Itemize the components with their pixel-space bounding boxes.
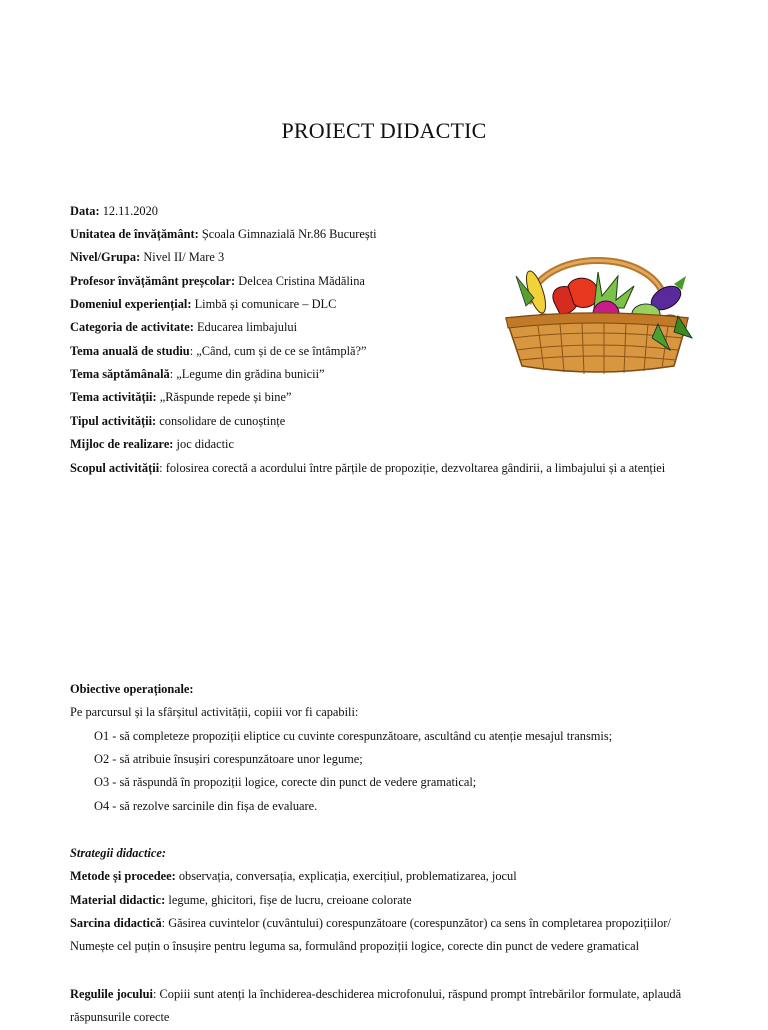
field-value: joc didactic: [173, 437, 235, 451]
field-label: Tema săptămânală: [70, 367, 170, 381]
field-value: : „Legume din grădina bunicii”: [169, 367, 325, 381]
vegetable-basket-icon: [498, 246, 694, 378]
field-material: [70, 889, 710, 912]
field-value: Delcea Cristina Mădălina: [235, 274, 365, 288]
field-rules: [70, 983, 710, 1030]
field-value: : Găsirea cuvintelor (cuvântului) corespunzătoare (corespunzător) ca sens în completarea propozițiilor/ Numește cel puțin o însușire pentru leguma sa, formulând propoziții logice, corecte din punct de vedere gramatical: [70, 916, 671, 954]
objective-item: O4 - să rezolve sarcinile din fișa de evaluare.: [94, 799, 318, 813]
field-label: Tema anuală de studiu: [70, 344, 190, 358]
field-label: Mijloc de realizare:: [70, 437, 174, 451]
page-title: PROIECT DIDACTIC: [281, 118, 487, 143]
field-school: [70, 223, 710, 246]
field-value: consolidare de cunoștințe: [156, 414, 286, 428]
field-label: Material didactic:: [70, 893, 166, 907]
objectives-intro: Pe parcursul și la sfârșitul activității, copiii vor fi capabili:: [70, 705, 359, 719]
field-value: „Răspunde repede și bine”: [156, 390, 292, 404]
field-value: Educarea limbajului: [193, 320, 298, 334]
field-methods: [70, 865, 710, 888]
field-value: Limbă și comunicare – DLC: [191, 297, 337, 311]
strategies-heading-text: Strategii didactice:: [70, 846, 167, 860]
field-scope: [70, 457, 698, 480]
field-task: [70, 912, 682, 959]
field-value: observația, conversația, explicația, exercițiul, problematizarea, jocul: [175, 869, 517, 883]
field-value: : folosirea corectă a acordului între părțile de propoziție, dezvoltarea gândirii, a limbajului și a atenției: [159, 461, 666, 475]
field-date: [70, 200, 710, 223]
field-means: [70, 433, 710, 456]
field-label: Metode și procedee:: [70, 869, 176, 883]
field-activity-theme: [70, 386, 710, 409]
field-label: Categoria de activitate:: [70, 320, 194, 334]
objectives-heading: [70, 678, 710, 701]
field-value: Nivel II/ Mare 3: [140, 250, 225, 264]
field-value: legume, ghicitori, fișe de lucru, creioane colorate: [165, 893, 412, 907]
field-label: Profesor învățământ preșcolar:: [70, 274, 236, 288]
field-value: Școala Gimnazială Nr.86 București: [198, 227, 377, 241]
field-value: : „Când, cum și de ce se întâmplă?”: [189, 344, 367, 358]
field-value: 12.11.2020: [99, 204, 158, 218]
field-label: Domeniul experiențial:: [70, 297, 192, 311]
field-label: Data:: [70, 204, 100, 218]
objectives-heading-text: Obiective operaționale:: [70, 682, 194, 696]
field-label: Tipul activității:: [70, 414, 157, 428]
field-label: Sarcina didactică: [70, 916, 162, 930]
objective-item: O2 - să atribuie însușiri corespunzătoare unor legume;: [94, 752, 363, 766]
field-label: Regulile jocului: [70, 987, 153, 1001]
objective-item: O3 - să răspundă în propoziții logice, corecte din punct de vedere gramatical;: [94, 775, 477, 789]
field-activity-type: [70, 410, 710, 433]
field-label: Nivel/Grupa:: [70, 250, 141, 264]
field-value: : Copiii sunt atenți la închiderea-deschiderea microfonului, răspund prompt întrebărilor formulate, aplaudă răspunsurile corecte: [70, 987, 682, 1025]
objective-item: O1 - să completeze propoziții eliptice cu cuvinte corespunzătoare, ascultând cu atenție mesajul transmis;: [94, 729, 613, 743]
field-label: Unitatea de învățământ:: [70, 227, 199, 241]
strategies-heading: [70, 842, 710, 865]
field-label: Scopul activității: [70, 461, 160, 475]
field-label: Tema activității:: [70, 390, 157, 404]
